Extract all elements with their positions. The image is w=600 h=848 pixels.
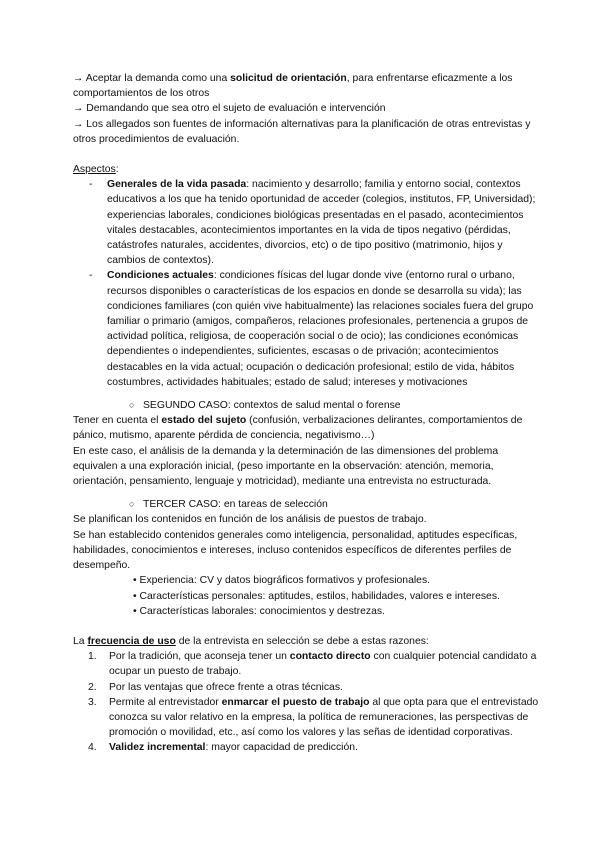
- tercero-paragraph-2: Se han establecido contenidos generales como inteligencia, personalidad, aptitudes específicas, habilidades, conocimientos e intereses, incluso contenidos específicos de diferentes perfiles de desempeño.: [73, 529, 518, 572]
- intro-line-3: → Los allegados son fuentes de información alternativas para la planificación de otras entrevistas y otros procedimientos de evaluación.: [73, 118, 531, 145]
- list-item: - Generales de la vida pasada: nacimiento y desarrollo; familia y entorno social, contextos educativos a los que ha tenido oportunidad de acceder (colegios, institutos, FP, Universidad); experiencias laborales, condiciones biológicas presentadas en el pasado, acontecimientos vitales destacables, acontecimientos importantes en la vida de tipos negativo (pérdidas, catástrofes naturales, accidentes, divorcios, etc) o de tipo positivo (matrimonio, hijos y cambios de contextos).: [89, 179, 536, 267]
- intro-line-1: → Aceptar la demanda como una solicitud de orientación, para enfrentarse eficazmente a los comportamientos de los otros: [73, 73, 513, 100]
- list-item: - Condiciones actuales: condiciones físicas del lugar donde vive (entorno rural o urbano, recursos disponibles o características de los espacios en donde se desarrolla su vida); las condiciones familiares (con quién vive habitualmente) las relaciones sociales fuera del grupo familiar o primario (amigos, compañeros, relaciones profesionales, pertenencia a grupos de actividad política, religiosa, de cooperación social o de ocio); las condiciones económicas dependientes o independientes, suficientes, escasas o de privación; acontecimientos destacables en la vida actual; ocupación o dedicación profesional; estilo de vida, hábitos costumbres, actividades habituales; estado de salud; intereses y motivaciones: [89, 270, 534, 388]
- circle-bullet-icon: ○: [129, 400, 135, 411]
- list-item: 1. Por la tradición, que aconseja tener un contacto directo con cualquier potencial candidato a ocupar un puesto de trabajo.: [88, 651, 537, 678]
- tercero-bullet-list: [73, 573, 543, 619]
- aspectos-heading: Aspectos:: [73, 164, 119, 176]
- segundo-paragraph-1: Tener en cuenta el estado del sujeto (confusión, verbalizaciones delirantes, comportamientos de pánico, mutismo, aparente pérdida de conciencia, negativismo…): [73, 415, 523, 442]
- frecuencia-intro: La frecuencia de uso de la entrevista en selección se debe a estas razones:: [73, 635, 429, 647]
- tercero-paragraph-1: Se planifican los contenidos en función de los análisis de puestos de trabajo.: [73, 514, 427, 526]
- list-item: • Experiencia: CV y datos biográficos formativos y profesionales.: [133, 575, 431, 587]
- list-item: • Características laborales: conocimientos y destrezas.: [133, 605, 385, 617]
- document-page: [73, 71, 543, 756]
- segundo-paragraph-2: En este caso, el análisis de la demanda y la determinación de las dimensiones del problema equivalen a una exploración inicial, (peso importante en la observación: atención, memoria, orientación, pensamiento, lenguaje y motricidad), mediante una entrevista no estructurada.: [73, 445, 499, 488]
- circle-bullet-icon: ○: [129, 499, 135, 510]
- intro-bold-term: solicitud de orientación: [230, 73, 347, 84]
- intro-line-2: → Demandando que sea otro el sujeto de evaluación e intervención: [73, 103, 386, 115]
- frecuencia-list: [73, 649, 543, 755]
- segundo-caso-heading: ○ SEGUNDO CASO: contextos de salud mental o forense: [73, 398, 543, 413]
- tercer-caso-heading: ○ TERCER CASO: en tareas de selección: [73, 497, 543, 512]
- aspectos-list: [73, 177, 543, 390]
- list-item: 2. Por las ventajas que ofrece frente a otras técnicas.: [88, 681, 343, 693]
- list-item: • Características personales: aptitudes, estilos, habilidades, valores e intereses.: [133, 590, 500, 602]
- list-item: 4. Validez incremental: mayor capacidad de predicción.: [88, 742, 358, 754]
- list-item: 3. Permite al entrevistador enmarcar el puesto de trabajo al que opta para que el entrevistado conozca su valor relativo en la empresa, la política de remuneraciones, las perspectivas de promoción o movilidad, etc., así como los valores y las señas de identidad corporativas.: [88, 696, 539, 739]
